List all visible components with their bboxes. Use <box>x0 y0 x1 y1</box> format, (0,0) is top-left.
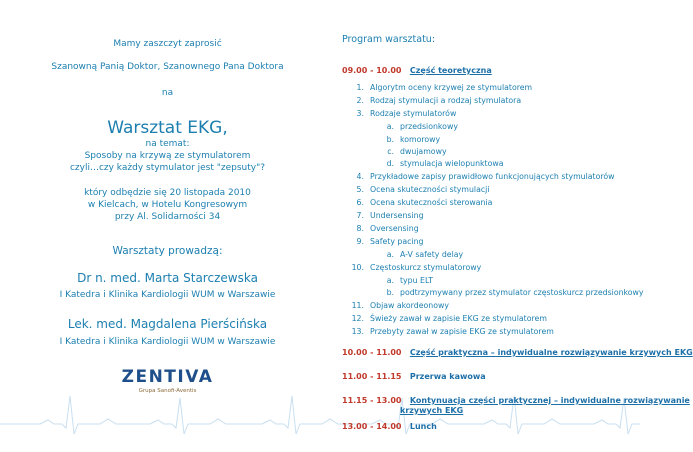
session-time: 13.00 - 14.00 <box>342 422 402 431</box>
topic-line1: Sposoby na krzywą ze stymulatorem <box>84 151 251 161</box>
program-item: 8. Oversensing <box>356 224 419 233</box>
invitation-column <box>0 0 335 452</box>
invitation-addressee: Szanowną Panią Doktor, Szanownego Pana Doktora <box>51 62 284 72</box>
program-item: 2. Rodzaj stymulacji a rodzaj stymulatora <box>356 96 522 105</box>
program-item: 13. Przebyty zawał w zapisie EKG ze stymulatorem <box>351 327 554 336</box>
program-column <box>330 0 693 452</box>
host1-name: Dr n. med. Marta Starczewska <box>77 271 258 285</box>
program-item: 3. Rodzaje stymulatorów <box>356 109 457 118</box>
sponsor-logo <box>0 367 335 395</box>
event-date: który odbędzie się 20 listopada 2010 <box>84 188 251 198</box>
program-subitem: a. przedsionkowy <box>386 122 458 131</box>
hosts-label: Warsztaty prowadzą: <box>112 245 223 257</box>
session-label-continued: krzywych EKG <box>400 406 464 415</box>
session-time: 11.15 - 13.00 <box>342 396 402 405</box>
program-subitem: a. typu ELT <box>386 276 433 285</box>
invitation-line3: na <box>161 88 174 98</box>
sponsor-subtitle: Grupa Sanofi-Aventis <box>138 388 197 394</box>
session-practice-continued <box>342 396 690 406</box>
host2-affiliation: I Katedra i Klinika Kardiologii WUM w Warszawie <box>59 337 276 347</box>
topic-label: na temat: <box>145 139 190 149</box>
program-item: 12. Świeży zawał w zapisie EKG ze stymulatorem <box>351 314 547 323</box>
program-item: 6. Ocena skuteczności sterowania <box>356 198 493 207</box>
session-theory <box>342 66 492 76</box>
program-item: 10. Częstoskurcz stymulatorowy <box>351 263 482 272</box>
event-venue: w Kielcach, w Hotelu Kongresowym <box>87 200 248 210</box>
session-label: Lunch <box>409 422 437 431</box>
invitation-line1: Mamy zaszczyt zaprosić <box>113 39 222 49</box>
program-subitem: b. komorowy <box>386 135 441 144</box>
session-practice <box>342 348 693 358</box>
session-label: Przerwa kawowa <box>409 372 486 381</box>
host2-name: Lek. med. Magdalena Pierścińska <box>67 317 268 331</box>
program-item: 9. Safety pacing <box>356 237 424 246</box>
workshop-title: Warsztat EKG, <box>107 118 228 138</box>
sponsor-name: ZENTIVA <box>121 367 214 387</box>
session-time: 11.00 - 11.15 <box>342 372 402 381</box>
session-time: 09.00 - 10.00 <box>342 66 402 75</box>
topic-line2: czyli…czy każdy stymulator jest "zepsuty"? <box>69 163 266 173</box>
program-item: 5. Ocena skuteczności stymulacji <box>356 185 490 194</box>
event-address: przy Al. Solidarności 34 <box>114 212 221 222</box>
program-item: 7. Undersensing <box>356 211 424 220</box>
program-item: 1. Algorytm oceny krzywej ze stymulatorem <box>356 83 533 92</box>
program-subitem: c. dwujamowy <box>387 147 447 156</box>
program-item: 4. Przykładowe zapisy prawidłowo funkcjonujących stymulatorów <box>356 172 615 181</box>
program-subitem: d. stymulacja wielopunktowa <box>386 159 504 168</box>
program-subitem: b. podtrzymywany przez stymulator częstoskurcz przedsionkowy <box>386 288 644 297</box>
program-heading: Program warsztatu: <box>342 34 436 45</box>
host1-affiliation: I Katedra i Klinika Kardiologii WUM w Warszawie <box>59 290 276 300</box>
program-subitem: a. A-V safety delay <box>386 250 464 259</box>
session-label: Kontynuacja części praktycznej – indywidualne rozwiązywanie <box>409 396 690 405</box>
program-item: 11. Objaw akordeonowy <box>351 301 449 310</box>
session-lunch <box>342 422 437 432</box>
session-label: Część praktyczna – indywidualne rozwiązywanie krzywych EKG <box>409 348 693 357</box>
session-coffee-break <box>342 372 486 382</box>
session-time: 10.00 - 11.00 <box>342 348 402 357</box>
session-label: Część teoretyczna <box>409 66 492 75</box>
